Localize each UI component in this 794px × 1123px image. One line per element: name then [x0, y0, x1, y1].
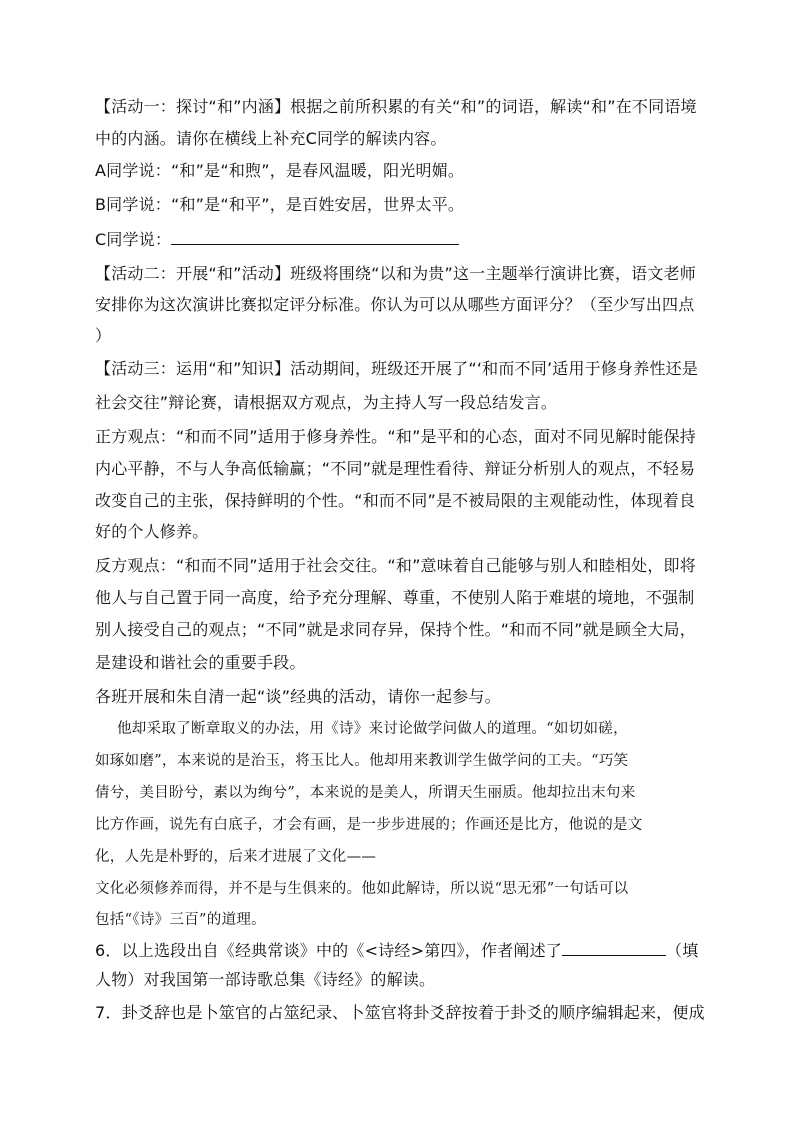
activity3-line2: 社会交往”辩论赛，请根据双方观点，为主持人写一段总结发言。	[95, 393, 558, 412]
activity2-line3: ）	[95, 326, 112, 345]
activity2-line2: 安排你为这次演讲比赛拟定评分标准。你认为可以从哪些方面评分？（至少写出四点	[95, 295, 695, 314]
student-c-label: C同学说：	[95, 230, 172, 249]
question-6-line2: 人物）对我国第一部诗歌总集《诗经》的解读。	[95, 970, 436, 989]
con-view-line4: 是建设和谐社会的重要手段。	[95, 653, 306, 672]
question-6-text: 6．以上选段出自《经典常谈》中的《<诗经>第四》，作者阐述了	[95, 941, 562, 960]
activity1-line2: 中的内涵。请你在横线上补充C同学的解读内容。	[95, 129, 447, 148]
classic-activity-intro: 各班开展和朱自清一起“谈”经典的活动，请你一起参与。	[95, 687, 501, 706]
excerpt-line3: 倩兮，美目盼兮，素以为绚兮”，本来说的是美人，所谓天生丽质。他却拉出末句来	[95, 785, 636, 801]
con-view-line1: 反方观点：“和而不同”适用于社会交往。“和”意味着自己能够与别人和睦相处，即将	[95, 556, 696, 575]
excerpt-line5: 化，人先是朴野的，后来才进展了文化——	[95, 849, 377, 865]
con-view-line3: 别人接受自己的观点；“不同”就是求同存异，保持个性。“和而不同”就是顾全大局，	[95, 620, 696, 639]
pro-view-line1: 正方观点：“和而不同”适用于修身养性。“和”是平和的心态，面对不同见解时能保持	[95, 427, 696, 446]
excerpt-line1: 他却采取了断章取义的办法，用《诗》来讨论做学问做人的道理。“如切如磋，	[117, 721, 628, 737]
activity3-line1: 【活动三：运用“和”知识】活动期间，班级还开展了“‘和而不同’适用于修身养性还是	[95, 359, 699, 378]
activity2-line1: 【活动二：开展“和”活动】班级将围绕“以和为贵”这一主题举行演讲比赛，语文老师	[95, 264, 696, 283]
question-6-line1	[95, 940, 698, 962]
pro-view-line4: 好的个人修养。	[95, 522, 209, 541]
excerpt-line6: 文化必须修养而得，并不是与生俱来的。他如此解诗，所以说“思无邪”一句话可以	[95, 881, 629, 897]
excerpt-line2: 如琢如磨”，本来说的是治玉，将玉比人。他却用来教训学生做学问的工夫。“巧笑	[95, 753, 629, 769]
student-b-statement: B同学说：“和”是“和平”，是百姓安居，世界太平。	[95, 195, 465, 214]
student-c-line	[95, 229, 459, 251]
excerpt-line7: 包括“《诗》三百”的道理。	[95, 912, 266, 928]
activity1-line1: 【活动一：探讨“和”内涵】根据之前所积累的有关“和”的词语，解读“和”在不同语境	[95, 97, 697, 116]
student-c-answer-blank[interactable]	[171, 229, 459, 245]
pro-view-line3: 改变自己的主张，保持鲜明的个性。“和而不同”是不被局限的主观能动性，体现着良	[95, 491, 696, 510]
pro-view-line2: 内心平静，不与人争高低输赢；“不同”就是理性看待、辩证分析别人的观点，不轻易	[95, 459, 696, 478]
excerpt-line4: 比方作画，说先有白底子，才会有画，是一步步进展的；作画还是比方，他说的是文	[95, 817, 643, 833]
student-a-statement: A同学说：“和”是“和煦”，是春风温暖，阳光明媚。	[95, 161, 465, 180]
con-view-line2: 他人与自己置于同一高度，给予充分理解、尊重，不使别人陷于难堪的境地，不强制	[95, 588, 695, 607]
question-6-text-after: （填	[666, 941, 699, 960]
question-7-line1: 7．卦爻辞也是卜筮官的占筮纪录、卜筮官将卦爻辞按着于卦爻的顺序编辑起来，便成	[95, 1003, 705, 1022]
question-6-answer-blank[interactable]	[562, 940, 666, 956]
